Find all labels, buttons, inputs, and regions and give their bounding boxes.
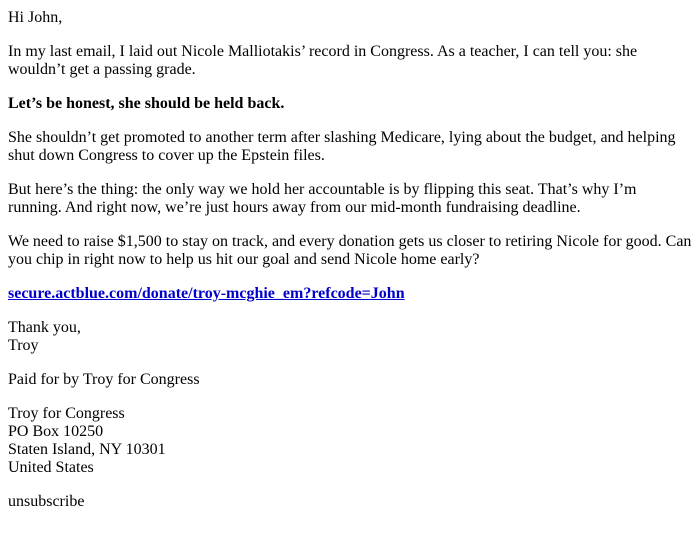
unsubscribe-link[interactable]: unsubscribe [8, 493, 85, 510]
signoff-block [8, 319, 692, 355]
address-country: United States [8, 459, 94, 476]
unsubscribe-paragraph [8, 493, 692, 511]
paid-for-disclaimer: Paid for by Troy for Congress [8, 371, 200, 388]
greeting: Hi John, [8, 9, 63, 26]
address-org: Troy for Congress [8, 405, 125, 422]
mailing-address [8, 405, 692, 477]
paragraph-donation-ask: We need to raise $1,500 to stay on track, and every donation gets us closer to retiring Nicole for good. Can you chip in right now to help us hit our goal and send Nicole home early? [8, 233, 692, 268]
signoff: Thank you, [8, 319, 81, 336]
donate-link[interactable]: secure.actblue.com/donate/troy-mcghie_em?refcode=John [8, 285, 405, 302]
paragraph-record: In my last email, I laid out Nicole Malliotakis’ record in Congress. As a teacher, I can tell you: she wouldn’t get a passing grade. [8, 43, 638, 78]
paragraph-flipping-seat: But here’s the thing: the only way we hold her accountable is by flipping this seat. That’s why I’m running. And right now, we’re just hours away from our mid-month fundraising deadline. [8, 181, 637, 216]
address-city: Staten Island, NY 10301 [8, 441, 166, 458]
donate-link-paragraph [8, 285, 692, 303]
paragraph-promoted: She shouldn’t get promoted to another term after slashing Medicare, lying about the budget, and helping shut down Congress to cover up the Epstein files. [8, 129, 676, 164]
signature: Troy [8, 337, 39, 354]
address-po-box: PO Box 10250 [8, 423, 104, 440]
paragraph-held-back: Let’s be honest, she should be held back. [8, 95, 285, 112]
